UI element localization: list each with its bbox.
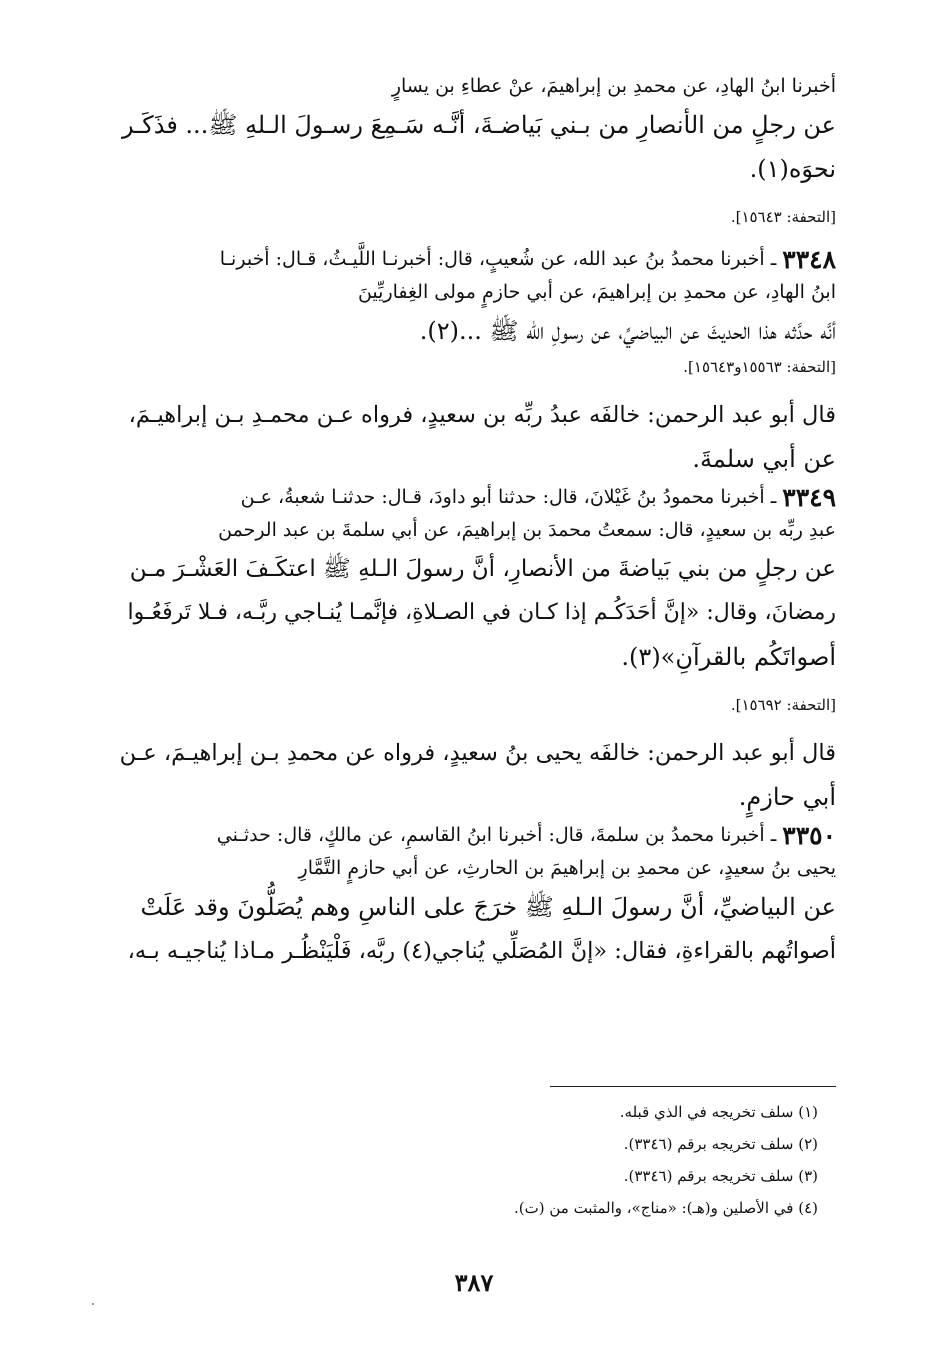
isnad-text: ـ أخبرنا محمودُ بنُ غَيْلانَ، قال: حدثنا أبو داودَ، قـال: حدثنـا شعبةُ، عـن bbox=[240, 486, 777, 508]
commentary-line: أبي حازمٍ. bbox=[738, 783, 836, 811]
footnote-item: (١) سلف تخريجه في الذي قبله. bbox=[619, 1103, 818, 1121]
commentary-line: قال أبو عبد الرحمن: خالفَه يحيى بنُ سعيدٍ، فرواه عن محمدِ بـن إبراهيـمَ، عـن bbox=[119, 739, 836, 766]
hadith-number: ٣٣٤٩ bbox=[782, 483, 836, 512]
isnad-text: ـ أخبرنا محمدُ بنُ عبد الله، عن شُعيبٍ، قال: أخبرنـا اللَّيـثُ، قـال: أخبرنـا bbox=[219, 248, 777, 270]
page-body bbox=[120, 70, 836, 973]
hadith-3350-isnad bbox=[120, 819, 836, 852]
footnotes bbox=[378, 1096, 818, 1224]
isnad-line: يحيى بنُ سعيدٍ، عن محمدِ بن إبراهيمَ بن الحارثِ، عن أبي حازمٍ التَّمَّارِ bbox=[298, 857, 836, 879]
commentary-line: قال أبو عبد الرحمن: خالفَه عبدُ ربِّه بن سعيدٍ، فرواه عـن محمـدِ بـن إبراهيـمَ، bbox=[128, 401, 836, 428]
matn-line: أصواتُهم بالقراءةِ، فقال: «إنَّ المُصَلِّي يُناجي(٤) ربَّه، فَلْيَنْظُـر مـاذا يُناجيـه بـه، bbox=[127, 937, 836, 964]
isnad-line: ابنُ الهادِ، عن محمدِ بن إبراهيمَ، عن أبي حازمٍ مولى الغِفاريِّينَ bbox=[357, 281, 836, 303]
isnad-line: أخبرنا ابنُ الهادِ، عن محمدِ بن إبراهيمَ، عنْ عطاءِ بن يسارٍ bbox=[391, 75, 836, 97]
matn-line: رمضانَ، وقال: «إنَّ أحَدَكُـم إذا كـان في الصـلاةِ، فإنَّمـا يُنـاجي ربَّـه، فـلا تَرفَعُـوا bbox=[127, 600, 836, 625]
matn-line: عن رجلٍ من بني بَياضةَ من الأنصارِ، أنَّ رسولَ الـلهِ ﷺ اعتكَـفَ العَشْـرَ مـن bbox=[129, 555, 836, 582]
matn-line: أنَّه حدَّثه هذا الحديثَ عن البياضيِّ، عن رسولِ الله ﷺ ...(٢). bbox=[419, 317, 836, 345]
tuhfa-reference: [التحفة: ١٥٦٩٢]. bbox=[730, 695, 836, 714]
hadith-3348-isnad bbox=[120, 243, 836, 276]
matn-line: نحوَه(١). bbox=[749, 155, 836, 183]
footnote-item: (٢) سلف تخريجه برقم (٣٣٤٦). bbox=[623, 1135, 818, 1153]
page-number: ٣٨٧ bbox=[454, 1268, 494, 1297]
scan-speck bbox=[92, 1303, 94, 1305]
tuhfa-reference: [التحفة: ١٥٥٦٣و١٥٦٤٣]. bbox=[683, 357, 836, 376]
hadith-number: ٣٣٥٠ bbox=[782, 821, 836, 850]
hadith-number: ٣٣٤٨ bbox=[782, 245, 836, 274]
matn-line: عن البياضيِّ، أنَّ رسولَ الـلهِ ﷺ خرَجَ على الناسِ وهم يُصَلُّونَ وقد عَلَتْ bbox=[140, 893, 836, 921]
footnote-item: (٤) في الأصلين و(هـ): «مناج»، والمثبت من (ت). bbox=[514, 1199, 818, 1217]
matn-line: أصواتَكُم بالقرآنِ»(٣). bbox=[621, 643, 836, 671]
footnote-item: (٣) سلف تخريجه برقم (٣٣٤٦). bbox=[623, 1167, 818, 1185]
matn-line: عن رجلٍ من الأنصارِ من بـني بَياضـةَ، أنَّـه سَـمِعَ رسـولَ الـلهِ ﷺ... فذَكَـر bbox=[122, 111, 836, 139]
commentary-line: عن أبي سلمةَ. bbox=[692, 445, 836, 473]
footnote-divider bbox=[550, 1086, 836, 1087]
isnad-line: عبدِ ربِّه بن سعيدٍ، قال: سمعتُ محمدَ بن إبراهيمَ، عن أبي سلمةَ بن عبد الرحمن bbox=[218, 519, 836, 541]
tuhfa-reference: [التحفة: ١٥٦٤٣]. bbox=[730, 207, 836, 226]
hadith-3349-isnad bbox=[120, 481, 836, 514]
isnad-text: ـ أخبرنا محمدُ بن سلمةَ، قال: أخبرنا ابنُ القاسمِ، عن مالكٍ، قال: حدثـني bbox=[216, 824, 777, 846]
